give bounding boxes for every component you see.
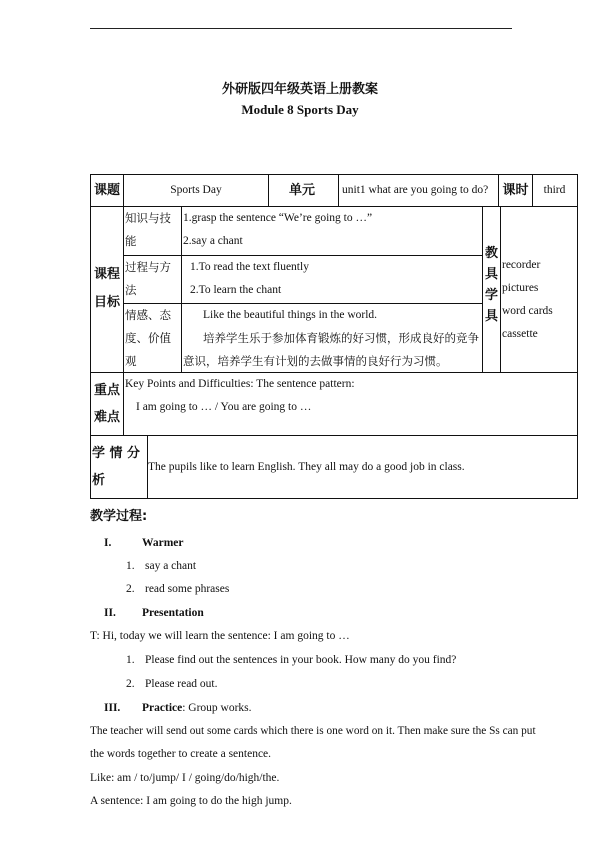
- list-item-number: 1.: [126, 560, 135, 572]
- section-2-number: II.: [104, 607, 116, 619]
- period-value: third: [532, 175, 576, 206]
- knowledge-content: 1.grasp the sentence “We’re going to …” 2.say a chant: [181, 207, 482, 255]
- emotion-label: 情感、态 度、价值观: [123, 303, 181, 372]
- list-item-number: 2.: [126, 583, 135, 595]
- info-table: [90, 174, 578, 207]
- key-points-label: 重点 难点: [93, 383, 120, 425]
- period-label: 课时: [498, 175, 532, 206]
- section-2-intro: T: Hi, today we will learn the sentence: I am going to …: [90, 630, 350, 642]
- section-1-title: Warmer: [142, 537, 184, 549]
- emotion-content: Like the beautiful things in the world. 培养学生乐于参加体育锻炼的好习惯，形成良好的竞争 意识，培养学生有计划的去做事情的良好行为习惯。: [181, 303, 482, 372]
- process-content: 1.To read the text fluently 2.To learn the chant: [181, 255, 482, 303]
- objectives-label-line-1: 课程: [93, 267, 120, 282]
- list-item: say a chant: [145, 560, 197, 572]
- section-1-number: I.: [104, 537, 112, 549]
- aid-item: recorder: [502, 259, 541, 271]
- objectives-table: [90, 206, 578, 373]
- doc-title: 外研版四年级英语上册教案: [221, 82, 378, 97]
- process-label: 过程与方 法: [123, 255, 181, 303]
- topic-label: 课题: [93, 183, 120, 198]
- aid-item: pictures: [502, 282, 539, 294]
- analysis-table: [90, 435, 578, 499]
- section-3-title-line: [142, 697, 252, 720]
- aids-label: 教 具 学 具: [482, 207, 500, 372]
- objectives-label: [91, 207, 123, 372]
- doc-subtitle: Module 8 Sports Day: [241, 102, 359, 117]
- unit-label: 单元: [268, 175, 338, 206]
- list-item-number: 1.: [126, 654, 135, 666]
- paragraph: the words together to create a sentence.: [90, 748, 272, 760]
- section-3-title-rest: : Group works.: [182, 702, 252, 714]
- list-item: Please find out the sentences in your book. How many do you find?: [145, 654, 457, 666]
- procedure-heading: 教学过程:: [90, 509, 148, 524]
- section-3-number: III.: [104, 702, 121, 714]
- analysis-content: The pupils like to learn English. They all may do a good job in class.: [147, 436, 576, 498]
- aid-item: word cards: [502, 305, 553, 317]
- key-points-content: Key Points and Difficulties: The sentence pattern: I am going to … / You are going to …: [123, 373, 576, 435]
- key-points-table: [90, 372, 578, 436]
- list-item-number: 2.: [126, 678, 135, 690]
- knowledge-label: 知识与技 能: [123, 207, 181, 255]
- unit-value: unit1 what are you going to do?: [338, 175, 498, 206]
- header-rule: [90, 28, 512, 29]
- aid-item: cassette: [502, 328, 538, 340]
- analysis-label: 学 情 分 析: [92, 446, 141, 488]
- list-item: read some phrases: [145, 583, 230, 595]
- topic-value: Sports Day: [123, 175, 268, 206]
- section-3-title: Practice: [142, 702, 183, 714]
- paragraph: The teacher will send out some cards which there is one word on it. Then make sure the Ss can put: [90, 725, 536, 737]
- paragraph: A sentence: I am going to do the high jump.: [90, 795, 292, 807]
- objectives-label-line-2: 目标: [93, 295, 120, 310]
- paragraph: Like: am / to/jump/ I / going/do/high/the.: [90, 772, 280, 784]
- aids-list: [500, 207, 576, 372]
- section-2-title: Presentation: [142, 607, 204, 619]
- list-item: Please read out.: [145, 678, 218, 690]
